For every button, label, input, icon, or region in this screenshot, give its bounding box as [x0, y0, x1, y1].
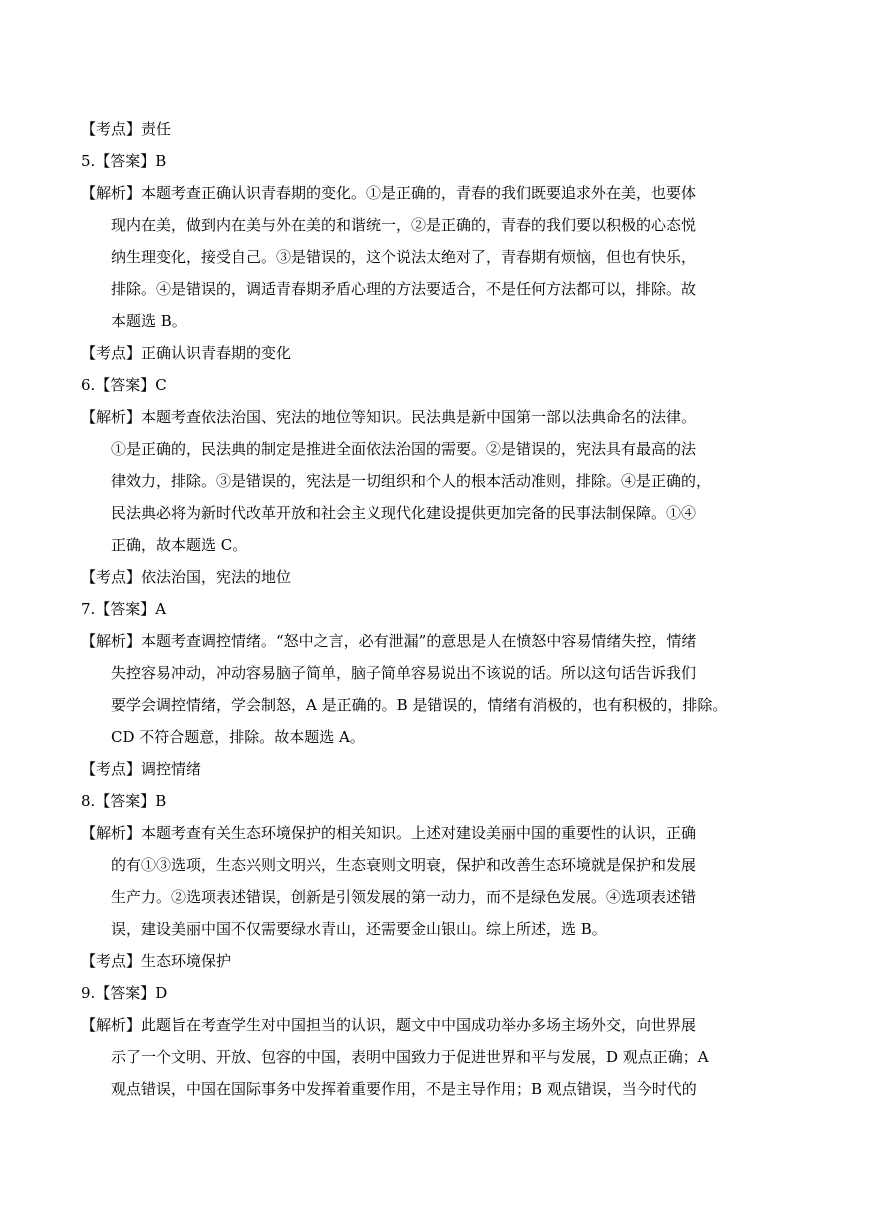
analysis-paragraph [81, 625, 791, 753]
text-line: 排除。④是错误的，调适青春期矛盾心理的方法要适合，不是任何方法都可以，排除。故 [111, 280, 697, 298]
text-line: 【解析】本题考查依法治国、宪法的地位等知识。民法典是新中国第一部以法典命名的法律。 [81, 408, 697, 426]
text-line: 7.【答案】A [81, 600, 167, 618]
text-line: 8.【答案】B [81, 792, 167, 810]
text-line: 纳生理变化，接受自己。③是错误的，这个说法太绝对了，青春期有烦恼，但也有快乐， [111, 248, 697, 266]
analysis-paragraph [81, 817, 791, 945]
answer-line [81, 369, 791, 401]
text-line: 误，建设美丽中国不仅需要绿水青山，还需要金山银山。综上所述，选 B。 [111, 920, 607, 938]
kaodian-line [81, 945, 791, 977]
document-page [81, 113, 791, 1105]
text-line: 【考点】生态环境保护 [81, 952, 232, 970]
answer-line [81, 593, 791, 625]
analysis-paragraph [81, 1009, 791, 1105]
text-line: 生产力。②选项表述错误，创新是引领发展的第一动力，而不是绿色发展。④选项表述错 [111, 888, 697, 906]
text-line: 现内在美，做到内在美与外在美的和谐统一，②是正确的，青春的我们要以积极的心态悦 [111, 216, 697, 234]
kaodian-line [81, 337, 791, 369]
text-line: 示了一个文明、开放、包容的中国，表明中国致力于促进世界和平与发展，D 观点正确；A [111, 1048, 709, 1066]
kaodian-line [81, 561, 791, 593]
text-line: 观点错误，中国在国际事务中发挥着重要作用，不是主导作用；B 观点错误，当今时代的 [111, 1080, 697, 1098]
text-line: 律效力，排除。③是错误的，宪法是一切组织和个人的根本活动准则，排除。④是正确的， [111, 472, 712, 490]
answer-line [81, 977, 791, 1009]
analysis-paragraph [81, 401, 791, 561]
text-line: 【考点】责任 [81, 120, 172, 138]
text-line: 【解析】此题旨在考查学生对中国担当的认识，题文中中国成功举办多场主场外交，向世界展 [81, 1016, 697, 1034]
analysis-paragraph [81, 177, 791, 337]
text-line: 6.【答案】C [81, 376, 167, 394]
text-line: 正确，故本题选 C。 [111, 536, 248, 554]
text-line: 本题选 B。 [111, 312, 187, 330]
kaodian-line [81, 113, 791, 145]
text-line: 5.【答案】B [81, 152, 167, 170]
text-line: 民法典必将为新时代改革开放和社会主义现代化建设提供更加完备的民事法制保障。①④ [111, 504, 697, 522]
kaodian-line [81, 753, 791, 785]
answer-line [81, 145, 791, 177]
text-line: CD 不符合题意，排除。故本题选 A。 [111, 728, 365, 746]
text-line: 9.【答案】D [81, 984, 168, 1002]
text-line: 【考点】调控情绪 [81, 760, 202, 778]
text-line: ①是正确的，民法典的制定是推进全面依法治国的需要。②是错误的，宪法具有最高的法 [111, 440, 697, 458]
text-line: 【考点】依法治国，宪法的地位 [81, 568, 292, 586]
text-line: 【解析】本题考查有关生态环境保护的相关知识。上述对建设美丽中国的重要性的认识，正确 [81, 824, 697, 842]
text-line: 要学会调控情绪，学会制怒，A 是正确的。B 是错误的，情绪有消极的，也有积极的，排除。 [111, 696, 728, 714]
text-line: 【解析】本题考查正确认识青春期的变化。①是正确的，青春的我们既要追求外在美，也要体 [81, 184, 697, 202]
answer-line [81, 785, 791, 817]
text-line: 【解析】本题考查调控情绪。“怒中之言，必有泄漏”的意思是人在愤怒中容易情绪失控，情绪 [81, 632, 697, 650]
text-line: 失控容易冲动，冲动容易脑子简单，脑子简单容易说出不该说的话。所以这句话告诉我们 [111, 664, 697, 682]
text-line: 的有①③选项，生态兴则文明兴，生态衰则文明衰，保护和改善生态环境就是保护和发展 [111, 856, 697, 874]
text-line: 【考点】正确认识青春期的变化 [81, 344, 292, 362]
